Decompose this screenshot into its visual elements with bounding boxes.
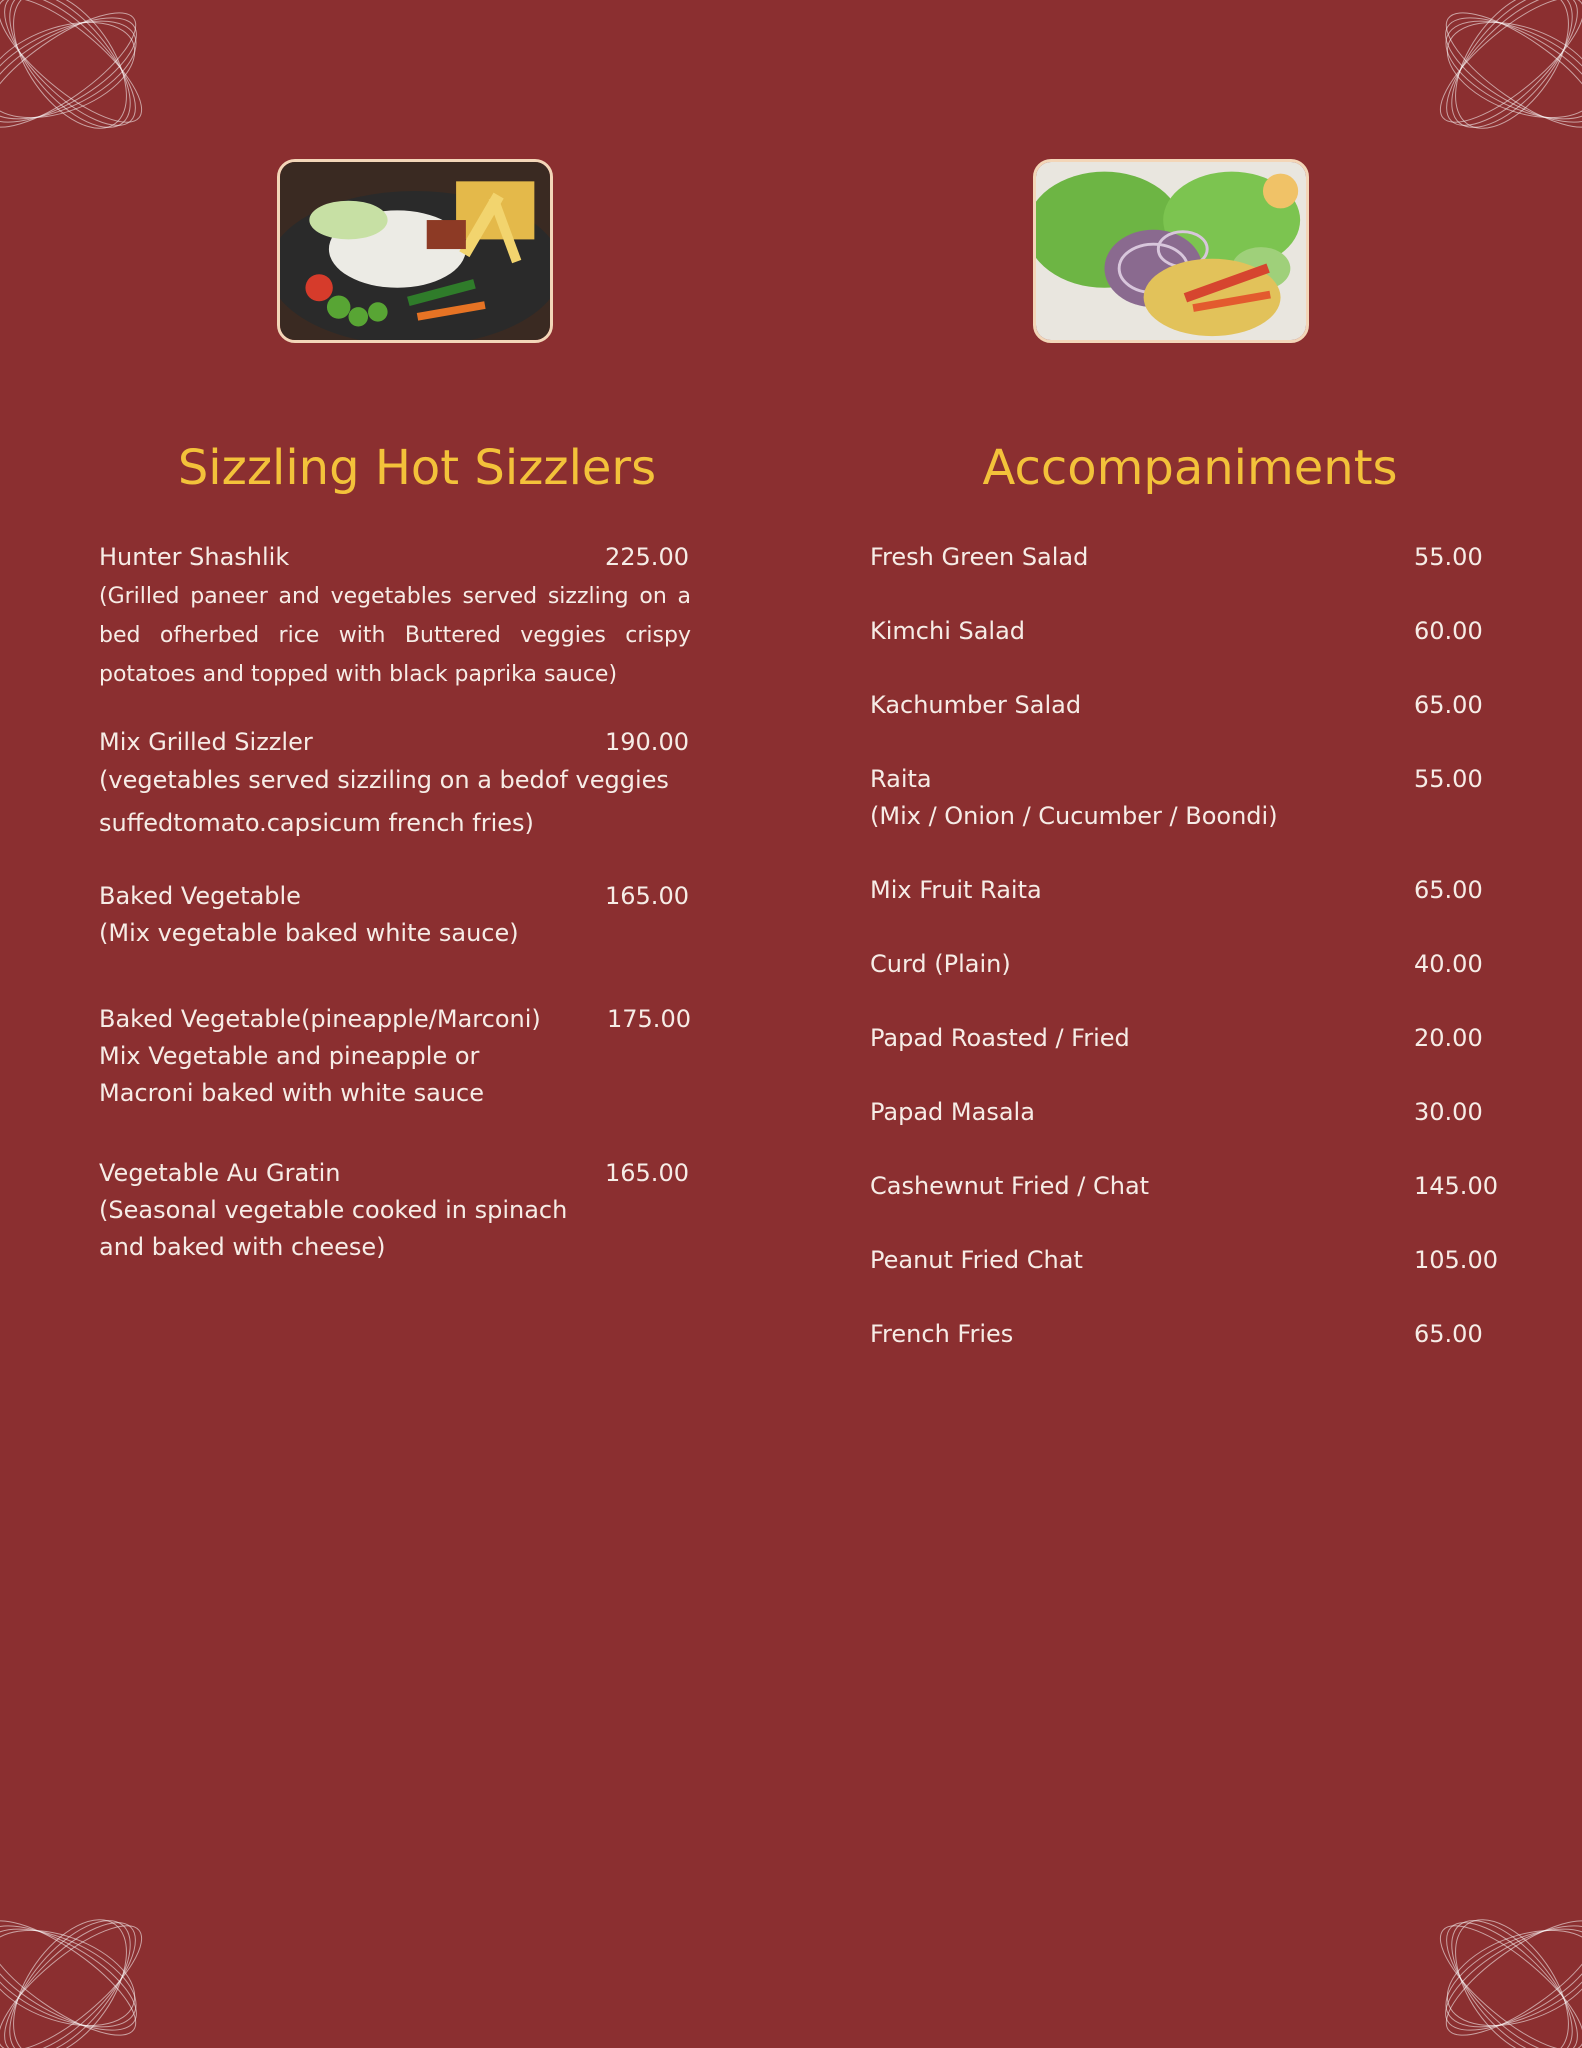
menu-item-name: Kimchi Salad xyxy=(870,617,1026,645)
corner-ornament-top-right xyxy=(1382,0,1582,200)
menu-item xyxy=(870,613,1510,653)
menu-item-price: 60.00 xyxy=(1414,617,1483,645)
menu-item-name: Fresh Green Salad xyxy=(870,543,1089,571)
menu-item-name: Mix Fruit Raita xyxy=(870,876,1042,904)
menu-item-description: (Seasonal vegetable cooked in spinach xyxy=(99,1196,568,1224)
salad-plate-photo xyxy=(1033,159,1309,343)
menu-item xyxy=(870,1020,1510,1060)
menu-item-price: 165.00 xyxy=(605,882,689,910)
menu-item xyxy=(870,1094,1510,1134)
corner-ornament-top-left xyxy=(0,0,200,200)
menu-item-name: Baked Vegetable xyxy=(99,882,301,910)
menu-item xyxy=(99,539,691,689)
menu-item-name: Kachumber Salad xyxy=(870,691,1082,719)
menu-item-price: 190.00 xyxy=(605,728,689,756)
menu-item-name: Cashewnut Fried / Chat xyxy=(870,1172,1150,1200)
menu-item-description: and baked with cheese) xyxy=(99,1233,386,1261)
menu-item-description: (Mix vegetable baked white sauce) xyxy=(99,919,519,947)
menu-item-name: Peanut Fried Chat xyxy=(870,1246,1083,1274)
spirograph-swirl-icon xyxy=(1382,1848,1582,2048)
menu-item-description: suffedtomato.capsicum french fries) xyxy=(99,809,534,837)
menu-item xyxy=(870,687,1510,727)
menu-item-price: 20.00 xyxy=(1414,1024,1483,1052)
menu-item-name: Mix Grilled Sizzler xyxy=(99,728,313,756)
menu-item-name: Curd (Plain) xyxy=(870,950,1011,978)
menu-item-name: Vegetable Au Gratin xyxy=(99,1159,341,1187)
menu-item-description: (Mix / Onion / Cucumber / Boondi) xyxy=(870,802,1278,830)
spirograph-swirl-icon xyxy=(0,0,200,200)
menu-item-name: Papad Masala xyxy=(870,1098,1035,1126)
menu-item-description: Mix Vegetable and pineapple or xyxy=(99,1042,480,1070)
menu-item xyxy=(870,872,1510,912)
menu-item xyxy=(99,878,691,958)
menu-item xyxy=(99,1155,691,1275)
menu-item-price: 145.00 xyxy=(1414,1172,1498,1200)
corner-ornament-bottom-right xyxy=(1382,1848,1582,2048)
menu-item-price: 175.00 xyxy=(607,1005,691,1033)
menu-item-price: 165.00 xyxy=(605,1159,689,1187)
menu-item-price: 55.00 xyxy=(1414,543,1483,571)
menu-item-price: 105.00 xyxy=(1414,1246,1498,1274)
menu-item-description: (Grilled paneer and vegetables served sizzling on a bed ofherbed rice with Buttered veggies crispy potatoes and topped with black paprika sauce) xyxy=(99,584,691,687)
menu-item-price: 65.00 xyxy=(1414,876,1483,904)
menu-item xyxy=(870,539,1510,579)
menu-item-price: 30.00 xyxy=(1414,1098,1483,1126)
menu-item-name: Baked Vegetable(pineapple/Marconi) xyxy=(99,1005,541,1033)
menu-item-description: Macroni baked with white sauce xyxy=(99,1079,484,1107)
sizzlers-heading: Sizzling Hot Sizzlers xyxy=(177,440,657,496)
menu-item xyxy=(870,946,1510,986)
menu-item-price: 65.00 xyxy=(1414,1320,1483,1348)
accompaniments-heading: Accompaniments xyxy=(982,440,1398,496)
sizzler-platter-photo xyxy=(277,159,553,343)
spirograph-swirl-icon xyxy=(0,1848,200,2048)
corner-ornament-bottom-left xyxy=(0,1848,200,2048)
menu-item xyxy=(870,761,1510,841)
menu-item xyxy=(870,1168,1510,1208)
menu-item xyxy=(99,1001,691,1121)
menu-item-name: Hunter Shashlik xyxy=(99,543,290,571)
menu-item-name: Raita xyxy=(870,765,932,793)
menu-item-name: French Fries xyxy=(870,1320,1014,1348)
spirograph-swirl-icon xyxy=(1382,0,1582,200)
menu-item-price: 55.00 xyxy=(1414,765,1483,793)
menu-item-description: (vegetables served sizziling on a bedof veggies xyxy=(99,766,669,794)
menu-item xyxy=(870,1242,1510,1282)
menu-item-price: 40.00 xyxy=(1414,950,1483,978)
menu-item-price: 225.00 xyxy=(605,543,689,571)
menu-item-price: 65.00 xyxy=(1414,691,1483,719)
menu-item-name: Papad Roasted / Fried xyxy=(870,1024,1130,1052)
menu-item xyxy=(870,1316,1510,1356)
menu-item xyxy=(99,724,691,844)
